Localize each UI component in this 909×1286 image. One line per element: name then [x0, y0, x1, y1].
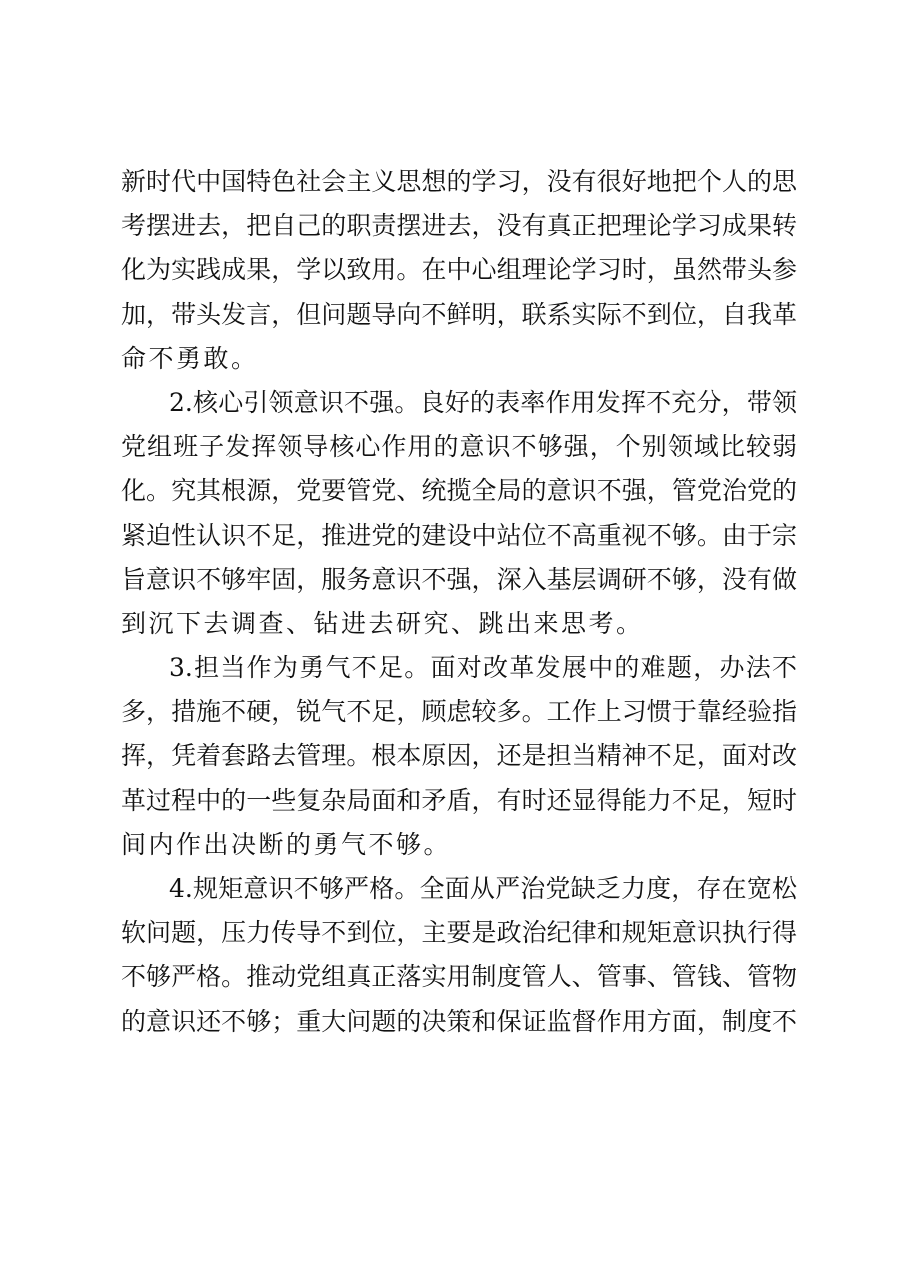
- paragraph-1: [121, 160, 797, 381]
- text-line: 不够严格。推动党组真正落实用制度管人、管事、管钱、管物: [121, 962, 797, 992]
- text-line: 软问题，压力传导不到位，主要是政治纪律和规矩意识执行得: [121, 918, 797, 948]
- text-line: 新时代中国特色社会主义思想的学习，没有很好地把个人的思: [121, 167, 797, 196]
- text-line: 党组班子发挥领导核心作用的意识不够强，个别领域比较弱: [121, 432, 797, 462]
- paragraph-3: [121, 646, 797, 867]
- paragraph-2: [121, 381, 797, 646]
- text-line: 紧迫性认识不足，推进党的建设中站位不高重视不够。由于宗: [121, 520, 797, 550]
- text-line: 旨意识不够牢固，服务意识不强，深入基层调研不够，没有做: [121, 564, 797, 594]
- text-line: 挥，凭着套路去管理。根本原因，还是担当精神不足，面对改: [121, 741, 797, 771]
- text-line: 2.核心引领意识不强。良好的表率作用发挥不充分，带领: [169, 387, 797, 417]
- text-line: 间内作出决断的勇气不够。: [121, 829, 452, 859]
- text-line: 化为实践成果，学以致用。在中心组理论学习时，虽然带头参: [121, 255, 797, 285]
- text-line: 4.规矩意识不够严格。全面从严治党缺乏力度，存在宽松: [169, 874, 797, 903]
- document-body: [121, 160, 797, 1044]
- text-line: 革过程中的一些复杂局面和矛盾，有时还显得能力不足，短时: [121, 785, 797, 815]
- text-line: 考摆进去，把自己的职责摆进去，没有真正把理论学习成果转: [121, 211, 797, 241]
- text-line: 加，带头发言，但问题导向不鲜明，联系实际不到位，自我革: [121, 299, 797, 329]
- text-line: 到沉下去调查、钻进去研究、跳出来思考。: [121, 608, 644, 638]
- paragraph-4: [121, 867, 797, 1044]
- text-line: 化。究其根源，党要管党、统揽全局的意识不强，管党治党的: [121, 476, 797, 506]
- text-line: 的意识还不够；重大问题的决策和保证监督作用方面，制度不: [121, 1006, 797, 1036]
- text-line: 3.担当作为勇气不足。面对改革发展中的难题，办法不: [169, 653, 797, 683]
- text-line: 命不勇敢。: [121, 343, 259, 373]
- text-line: 多，措施不硬，锐气不足，顾虑较多。工作上习惯于靠经验指: [121, 697, 797, 727]
